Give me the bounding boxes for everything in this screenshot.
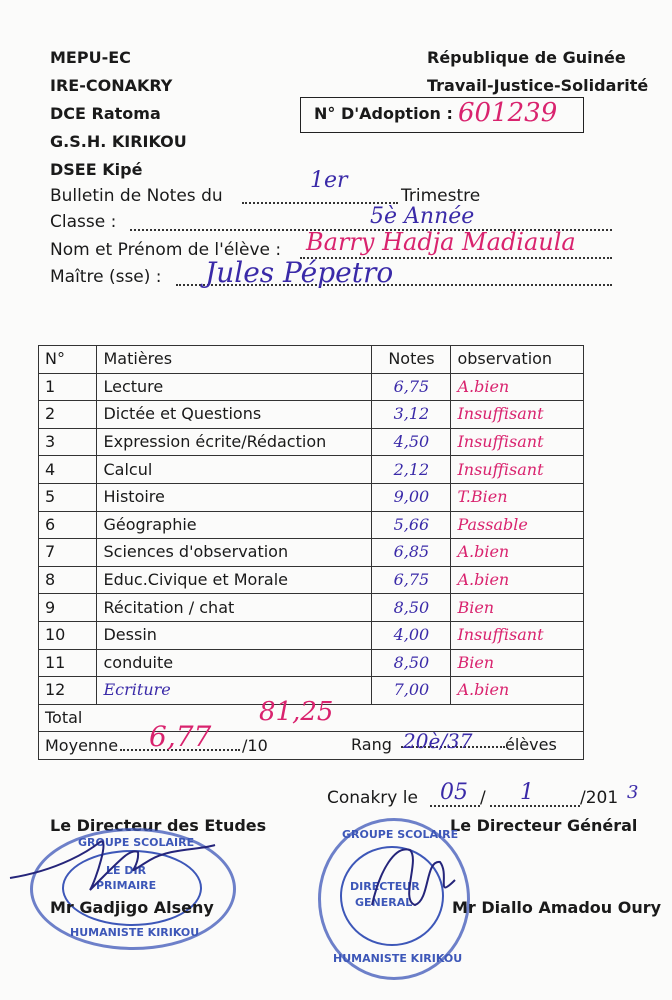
row-observation-text: Passable	[457, 514, 528, 534]
row-observation-text: Bien	[457, 597, 495, 617]
date-day: 05	[440, 780, 468, 805]
bulletin-label: Bulletin de Notes du	[50, 186, 223, 206]
row-note-text: 6,85	[393, 542, 430, 562]
date-sep-1: /	[480, 788, 486, 808]
row-number-text: 4	[45, 459, 56, 479]
header-ire: IRE-CONAKRY	[50, 76, 173, 95]
date-year-digit: 3	[627, 782, 639, 803]
classe-label: Classe :	[50, 212, 117, 232]
header-dce: DCE Ratoma	[50, 104, 161, 123]
right-signature-mark	[372, 849, 455, 905]
header-motto: Travail-Justice-Solidarité	[427, 76, 649, 95]
header-school: G.S.H. KIRIKOU	[50, 132, 187, 151]
row-number-text: 10	[45, 625, 66, 645]
right-stamp-mid1: DIRECTEUR	[350, 880, 420, 893]
header-matieres: Matières	[97, 346, 372, 374]
left-signature-mark	[10, 841, 215, 890]
row-note-text: 2,12	[393, 459, 430, 479]
row-number-text: 5	[45, 487, 56, 507]
row-number-text: 2	[45, 404, 56, 424]
adoption-label: N° D'Adoption :	[314, 104, 453, 123]
rang-suffix: élèves	[505, 735, 557, 755]
moyenne-label: Moyenne	[45, 735, 119, 755]
header-dsee: DSEE Kipé	[50, 160, 143, 179]
row-matiere-text: Expression écrite/Rédaction	[103, 432, 327, 452]
row-number-text: 7	[45, 542, 56, 562]
row-observation-text: A.bien	[457, 542, 510, 562]
row-observation-text: A.bien	[457, 570, 510, 590]
left-stamp-bottom: HUMANISTE KIRIKOU	[70, 926, 200, 939]
row-number-text: 3	[45, 432, 56, 452]
row-matiere-text: Dictée et Questions	[103, 404, 262, 424]
rang-value: 20è/37	[403, 729, 473, 754]
row-matiere-text: Lecture	[103, 376, 164, 396]
right-stamp-bottom: HUMANISTE KIRIKOU	[333, 952, 463, 965]
right-signature-title: Le Directeur Général	[450, 816, 638, 835]
row-number-text: 8	[45, 570, 56, 590]
row-matiere-text: Ecriture	[103, 680, 171, 700]
date-year: /201	[580, 788, 619, 808]
row-observation-text: Insuffisant	[457, 625, 544, 645]
left-stamp-mid1: LE DIR	[106, 864, 147, 877]
maitre-value: Jules Pépetro	[205, 256, 394, 289]
row-observation-text: Insuffisant	[457, 404, 544, 424]
row-note-text: 3,12	[393, 404, 430, 424]
row-observation-text: A.bien	[457, 376, 510, 396]
row-note-text: 8,50	[393, 597, 430, 617]
row-matiere-text: Dessin	[103, 625, 157, 645]
row-matiere-text: Calcul	[103, 459, 153, 479]
date-month: 1	[520, 780, 534, 805]
right-stamp-mid2: GENERAL	[355, 896, 413, 909]
row-number-text: 12	[45, 680, 66, 700]
row-matiere-text: Histoire	[103, 487, 165, 507]
row-observation-text: T.Bien	[457, 487, 508, 507]
total-value: 81,25	[259, 696, 334, 727]
row-matiere-text: Educ.Civique et Morale	[103, 570, 288, 590]
row-note-text: 7,00	[393, 680, 430, 700]
row-number-text: 11	[45, 652, 66, 672]
left-signature-name: Mr Gadjigo Alseny	[50, 898, 214, 917]
row-note-text: 6,75	[393, 570, 430, 590]
adoption-number: 601239	[458, 98, 558, 128]
left-stamp-top: GROUPE SCOLAIRE	[78, 836, 195, 849]
row-note-text: 4,00	[393, 625, 430, 645]
row-note-text: 9,00	[393, 487, 430, 507]
rang-label: Rang	[351, 735, 392, 755]
row-note-text: 4,50	[393, 432, 430, 452]
row-observation-text: Bien	[457, 652, 495, 672]
row-matiere-text: conduite	[103, 652, 174, 672]
header-ministry: MEPU-EC	[50, 48, 131, 67]
classe-value: 5è Année	[370, 204, 475, 229]
row-note-text: 8,50	[393, 652, 430, 672]
row-number-text: 1	[45, 376, 56, 396]
row-number-text: 9	[45, 597, 56, 617]
total-label: Total	[45, 708, 83, 728]
row-note-text: 5,66	[393, 514, 430, 534]
bulletin-value: 1er	[310, 168, 348, 193]
header-republic: République de Guinée	[427, 48, 626, 67]
row-observation-text: Insuffisant	[457, 459, 544, 479]
right-signature-name: Mr Diallo Amadou Oury	[452, 898, 662, 917]
date-label: Conakry le	[327, 788, 418, 808]
row-note-text: 6,75	[393, 376, 430, 396]
maitre-label: Maître (sse) :	[50, 267, 162, 287]
right-stamp-top: GROUPE SCOLAIRE	[342, 828, 459, 841]
nom-label: Nom et Prénom de l'élève :	[50, 240, 282, 260]
left-stamp-mid2: PRIMAIRE	[96, 879, 157, 892]
row-matiere-text: Sciences d'observation	[103, 542, 289, 562]
moyenne-suffix: /10	[242, 735, 268, 755]
nom-value: Barry Hadja Madiaula	[306, 228, 576, 256]
header-observation: observation	[451, 346, 584, 374]
left-signature-title: Le Directeur des Etudes	[50, 816, 267, 835]
header-no: N°	[39, 346, 97, 374]
row-matiere-text: Récitation / chat	[103, 597, 235, 617]
row-observation-text: A.bien	[457, 680, 510, 700]
trimestre-label: Trimestre	[401, 186, 481, 206]
row-number-text: 6	[45, 514, 56, 534]
moyenne-value: 6,77	[149, 720, 212, 754]
header-notes: Notes	[372, 346, 451, 374]
row-matiere-text: Géographie	[103, 514, 197, 534]
row-observation-text: Insuffisant	[457, 432, 544, 452]
